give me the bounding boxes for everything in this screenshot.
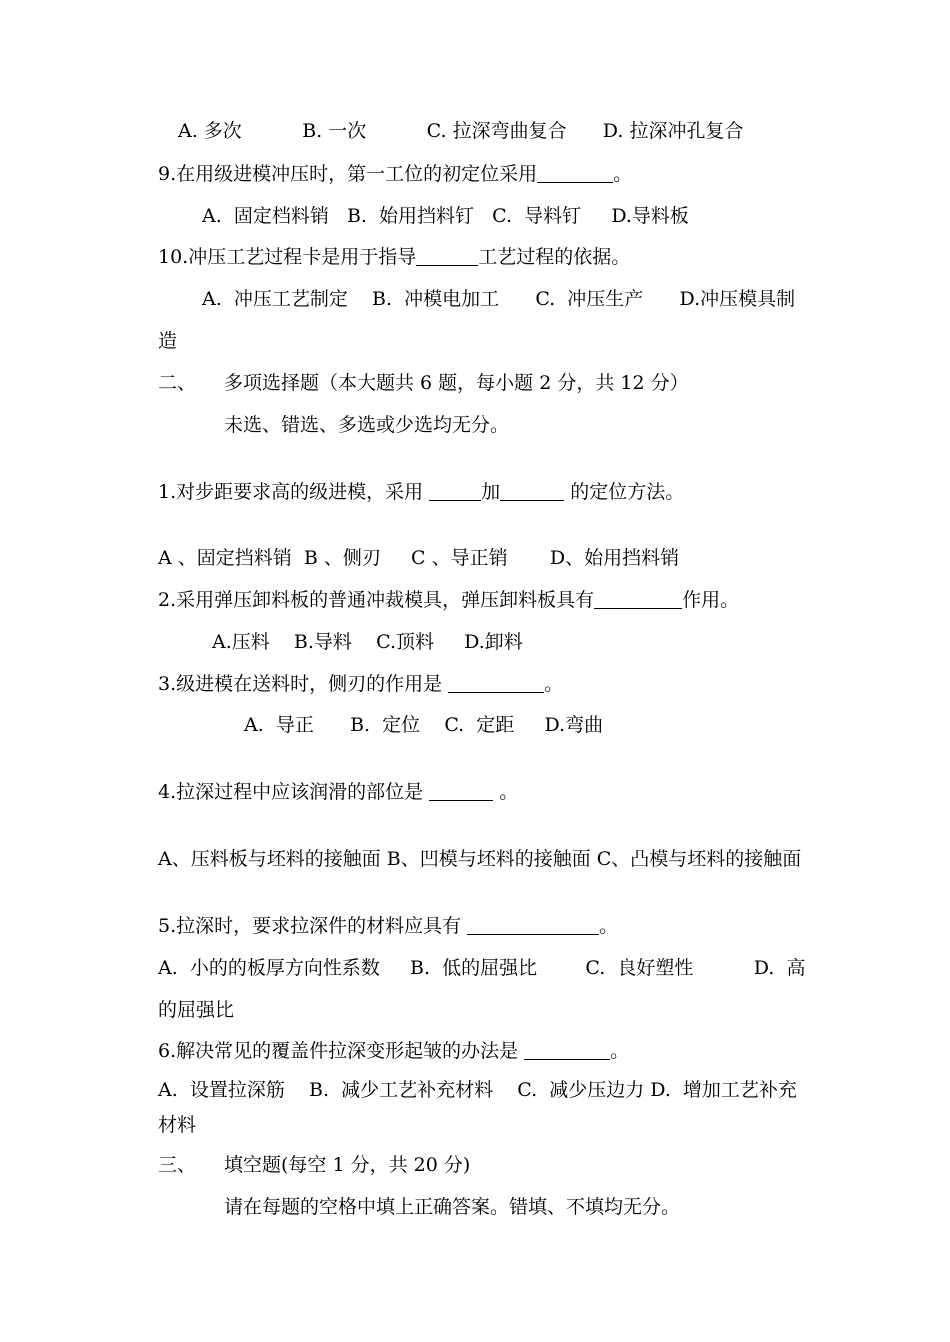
section-2-note: 未选、错选、多选或少选均无分。 — [224, 414, 510, 436]
section-2-heading: 二、 多项选择题（本大题共 6 题，每小题 2 分，共 12 分） — [158, 372, 689, 394]
answer-blank — [416, 245, 478, 266]
m2-options: A.压料 B.导料 C.顶料 D.卸料 — [212, 631, 523, 653]
answer-blank — [594, 588, 682, 609]
section-3-note: 请在每题的空格中填上正确答案。错填、不填均无分。 — [224, 1196, 681, 1218]
m6-stem: 6.解决常见的覆盖件拉深变形起皱的办法是 。 — [158, 1040, 630, 1062]
m1-stem: 1.对步距要求高的级进模，采用 加 的定位方法。 — [158, 481, 685, 503]
m2-stem: 2.采用弹压卸料板的普通冲裁模具，弹压卸料板具有 作用。 — [158, 589, 740, 611]
m6-options-wrap: 材料 — [158, 1114, 197, 1136]
m4-options: A、压料板与坯料的接触面 B、凹模与坯料的接触面 C、凸模与坯料的接触面 — [158, 848, 802, 870]
m5-stem: 5.拉深时，要求拉深件的材料应具有 。 — [158, 915, 619, 937]
m4-stem: 4.拉深过程中应该润滑的部位是 。 — [158, 781, 519, 803]
m1-options: A 、固定挡料销 B 、侧刃 C 、导正销 D、始用挡料销 — [158, 547, 680, 569]
answer-blank — [500, 480, 564, 501]
answer-blank — [537, 162, 613, 183]
m3-options: A. 导正 B. 定位 C. 定距 D.弯曲 — [244, 714, 604, 736]
section-2-title: 多项选择题（本大题共 6 题，每小题 2 分，共 12 分） — [224, 372, 689, 394]
q8-options: A. 多次 B. 一次 C. 拉深弯曲复合 D. 拉深冲孔复合 — [178, 120, 744, 142]
q10-stem: 10.冲压工艺过程卡是用于指导 工艺过程的依据。 — [158, 246, 631, 268]
answer-blank — [429, 480, 481, 501]
answer-blank — [524, 1039, 610, 1060]
answer-blank — [448, 672, 544, 693]
q9-stem: 9.在用级进模冲压时，第一工位的初定位采用 。 — [158, 163, 633, 185]
m6-options: A. 设置拉深筋 B. 减少工艺补充材料 C. 减少压边力 D. 增加工艺补充 — [158, 1079, 797, 1101]
m3-stem: 3.级进模在送料时，侧刃的作用是 。 — [158, 673, 564, 695]
q9-options: A. 固定档料销 B. 始用挡料钉 C. 导料钉 D.导料板 — [202, 205, 689, 227]
answer-blank — [467, 914, 599, 935]
m5-options-wrap: 的屈强比 — [158, 999, 235, 1021]
section-3-heading: 三、 填空题(每空 1 分，共 20 分) — [158, 1154, 471, 1176]
answer-blank — [429, 780, 493, 801]
m5-options: A. 小的的板厚方向性系数 B. 低的屈强比 C. 良好塑性 D. 高 — [158, 957, 806, 979]
q10-options: A. 冲压工艺制定 B. 冲模电加工 C. 冲压生产 D.冲压模具制 — [202, 288, 796, 310]
section-3-title: 填空题(每空 1 分，共 20 分) — [224, 1154, 471, 1176]
q10-options-wrap: 造 — [158, 330, 178, 352]
